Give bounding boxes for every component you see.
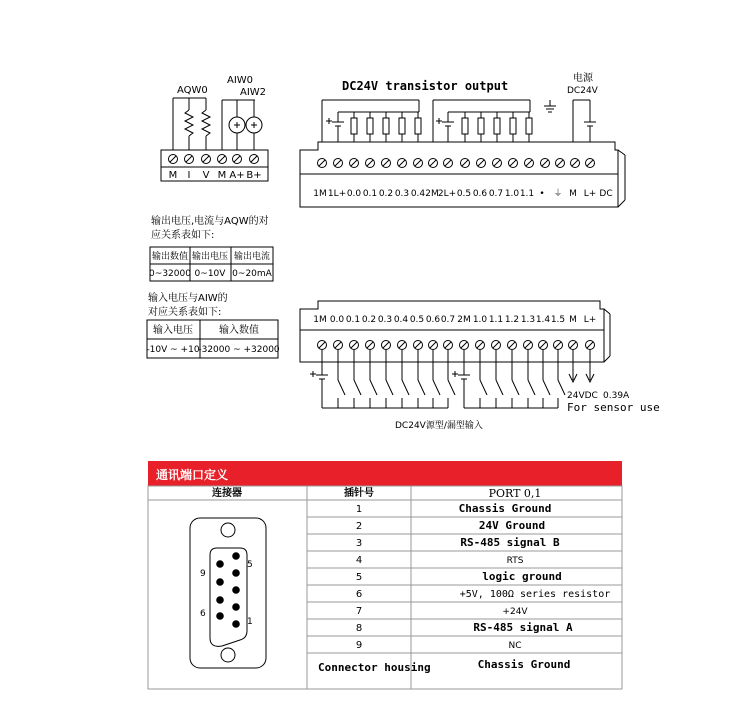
pin-number: 8 xyxy=(355,623,363,634)
output-terminal-label: 2M xyxy=(425,189,439,199)
out-table-cell: 0~10V xyxy=(194,269,226,279)
in-table-caption: 输入电压与AIW的 xyxy=(148,293,228,304)
input-terminal-label: 0.7 xyxy=(440,315,456,325)
input-terminal-label: 0.6 xyxy=(425,315,441,325)
input-terminal-label: 0.2 xyxy=(361,315,377,325)
pin-signal: +24V xyxy=(502,607,528,617)
aqw0-label: AQW0 xyxy=(177,85,208,96)
input-terminal-label: L+ xyxy=(583,315,597,325)
col-connector-header: 连接器 xyxy=(212,488,242,499)
input-terminal-label: 1.5 xyxy=(550,315,566,325)
input-terminal-label: 1.1 xyxy=(488,315,504,325)
aiw0-label: AIW0 xyxy=(227,75,254,86)
input-terminal-label: 0.3 xyxy=(377,315,393,325)
output-terminal-label: DC xyxy=(599,189,613,199)
out-table-header: 输出电压 xyxy=(191,252,229,262)
analog-module xyxy=(161,75,268,181)
output-terminal-label: 1L+ xyxy=(327,189,347,199)
db9-pin-label: 1 xyxy=(247,617,253,627)
db9-pin-label: 5 xyxy=(247,560,253,570)
section-title: 通讯端口定义 xyxy=(156,468,229,482)
out-table-caption: 输出电压,电流与AQW的对 xyxy=(151,216,269,227)
output-terminal-label: 0.4 xyxy=(410,189,426,199)
out-table-cell: 0~20mA xyxy=(232,269,272,279)
output-title: DC24V transistor output xyxy=(342,79,509,93)
in-table-cell: -32000 ~ +32000 xyxy=(198,345,280,355)
pin-signal: 24V Ground xyxy=(478,519,546,532)
output-terminal-label: 1M xyxy=(313,189,327,199)
output-terminal-label: • xyxy=(539,189,545,199)
output-terminal-label: 0.0 xyxy=(346,189,362,199)
input-terminal-label: 0.4 xyxy=(393,315,409,325)
in-table-caption: 对应关系表如下: xyxy=(148,307,222,318)
col-port-header: PORT 0,1 xyxy=(488,487,542,500)
input-caption: DC24V源型/漏型输入 xyxy=(395,421,483,431)
input-terminal-label: 1.3 xyxy=(520,315,536,325)
in-table-header: 输入数值 xyxy=(219,325,259,336)
output-module xyxy=(300,71,625,207)
pin-number: 6 xyxy=(355,589,363,600)
pin-number: 7 xyxy=(355,606,363,617)
analog-terminal-label: M xyxy=(168,170,178,181)
analog-terminal-label: V xyxy=(202,170,210,181)
power-dc-label: DC24V xyxy=(567,86,598,96)
sensor-voltage-label: 24VDC xyxy=(567,391,598,401)
output-table xyxy=(149,214,273,281)
input-terminal-label: 0.0 xyxy=(329,315,345,325)
housing-signal: Chassis Ground xyxy=(477,658,571,671)
output-terminal-label: 2L+ xyxy=(437,189,457,199)
out-table-caption: 应关系表如下: xyxy=(151,230,215,241)
in-table-cell: -10V ~ +10 xyxy=(146,345,200,355)
input-table xyxy=(146,291,279,358)
pin-number: 1 xyxy=(355,504,363,515)
analog-terminal-label: B+ xyxy=(246,170,262,181)
aiw2-label: AIW2 xyxy=(240,87,267,98)
output-terminal-label: 0.1 xyxy=(362,189,378,199)
ground-terminal-icon: ⏚ xyxy=(553,189,563,199)
output-terminal-label: 0.2 xyxy=(378,189,394,199)
pin-number: 4 xyxy=(355,555,363,566)
output-terminal-label: 0.3 xyxy=(394,189,410,199)
out-table-header: 输出数值 xyxy=(151,252,189,262)
input-module xyxy=(300,301,660,431)
db9-pin-label: 9 xyxy=(200,569,206,579)
output-terminal-label: 0.5 xyxy=(456,189,472,199)
pin-signal: RS-485 signal B xyxy=(460,536,560,549)
connector-housing-label: Connector housing xyxy=(318,661,431,674)
input-terminal-label: 1.2 xyxy=(504,315,520,325)
output-terminal-label: 1.1 xyxy=(519,189,535,199)
analog-wiring xyxy=(173,98,262,150)
pin-number: 2 xyxy=(355,521,363,532)
pin-signal: RS-485 signal A xyxy=(473,621,573,634)
db9-pin-label: 6 xyxy=(200,609,206,619)
input-terminal-label: 1.0 xyxy=(472,315,488,325)
input-terminal-label: 1.4 xyxy=(535,315,551,325)
output-terminal-label: 1.0 xyxy=(504,189,520,199)
analog-terminal-label: I xyxy=(187,170,191,181)
port-definition-table xyxy=(148,461,622,689)
pin-signal: Chassis Ground xyxy=(458,502,552,515)
output-terminal-label: 0.6 xyxy=(472,189,488,199)
out-table-cell: 0~32000 xyxy=(149,269,191,279)
power-cn-label: 电源 xyxy=(573,73,593,84)
pin-signal: RTS xyxy=(506,556,524,566)
pin-signal: +5V, 100Ω series resistor xyxy=(459,589,611,600)
output-terminal-label: L+ xyxy=(583,189,597,199)
pin-signal: NC xyxy=(508,641,522,651)
out-table-header: 输出电流 xyxy=(233,252,271,262)
analog-terminal-label: A+ xyxy=(229,170,245,181)
input-terminal-label: 1M xyxy=(313,315,327,325)
pin-number: 9 xyxy=(355,640,363,651)
pin-number: 3 xyxy=(355,538,363,549)
sensor-note-label: For sensor use xyxy=(567,401,660,414)
output-terminal-label: M xyxy=(569,189,577,199)
input-terminal-label: 0.5 xyxy=(409,315,425,325)
pin-number: 5 xyxy=(355,572,363,583)
input-terminal-label: 2M xyxy=(457,315,471,325)
col-pin-header: 插针号 xyxy=(344,488,374,499)
analog-terminal-label: M xyxy=(217,170,227,181)
output-terminal-label: 0.7 xyxy=(488,189,504,199)
in-table-header: 输入电压 xyxy=(153,325,193,336)
sensor-current-label: 0.39A xyxy=(603,391,630,401)
pin-signal: logic ground xyxy=(482,570,562,583)
input-terminal-label: M xyxy=(569,315,577,325)
input-terminal-label: 0.1 xyxy=(345,315,361,325)
